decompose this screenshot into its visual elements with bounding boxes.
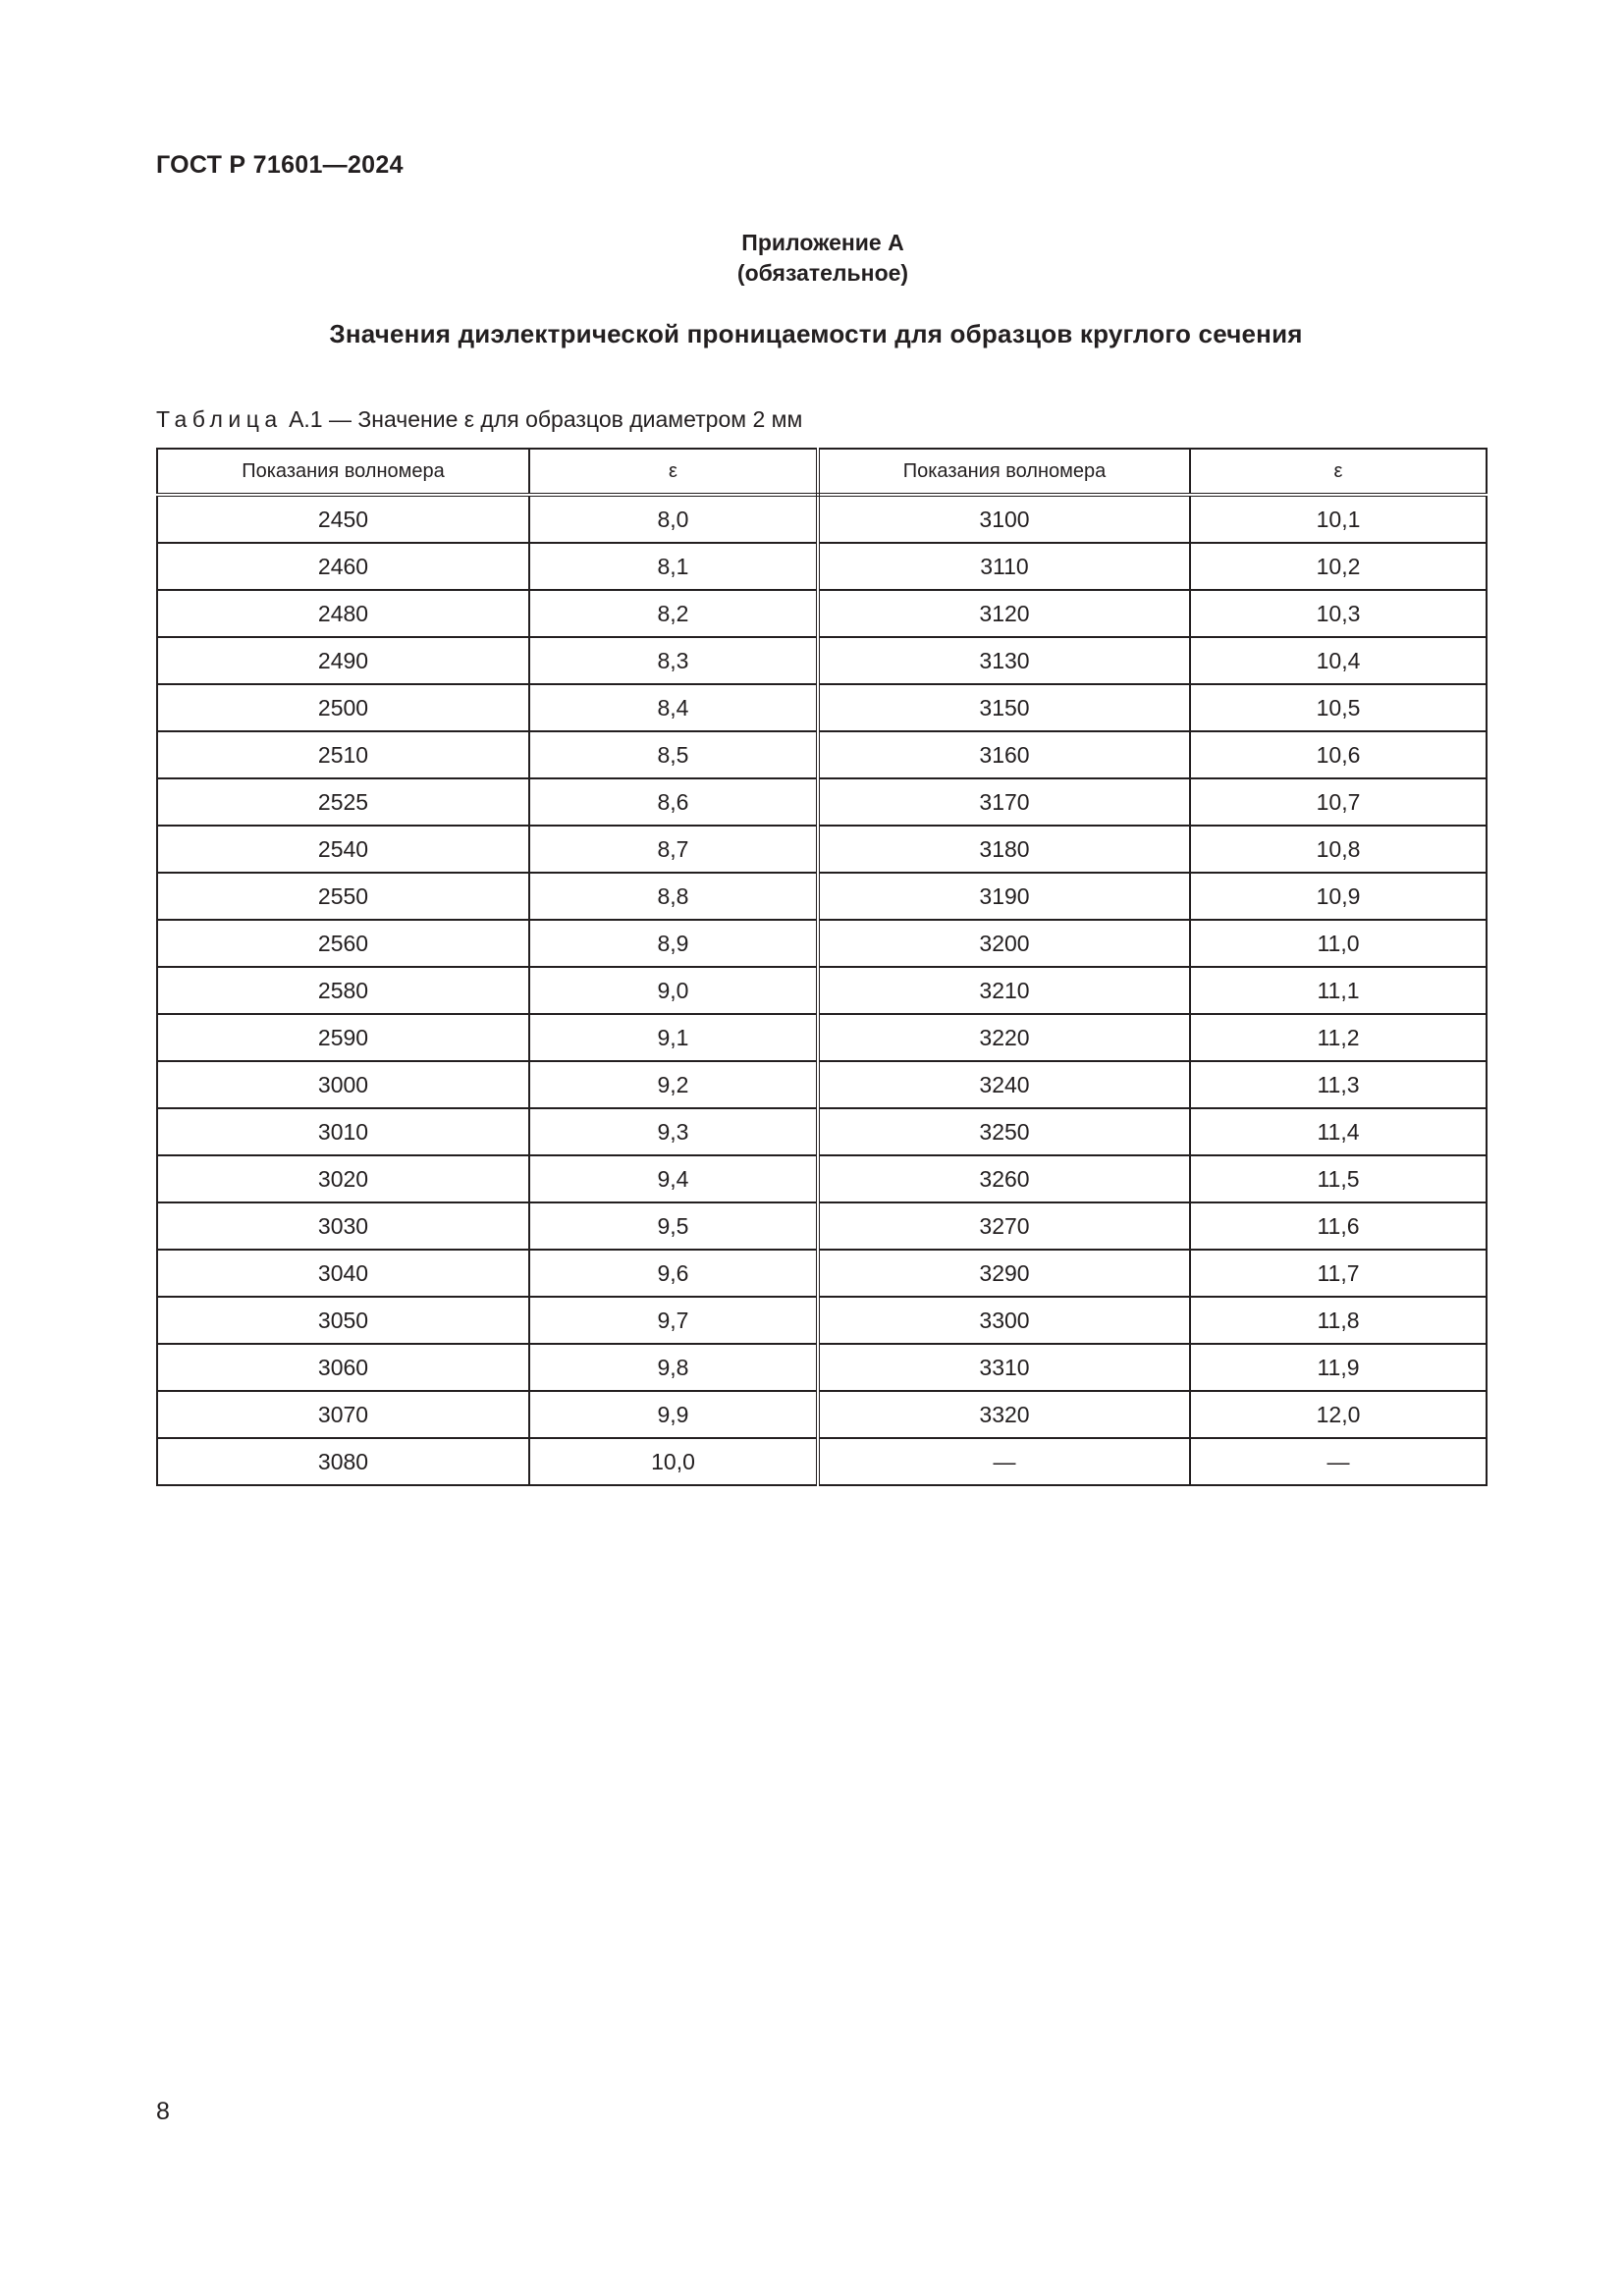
header-wavemeter-2: Показания волномера: [818, 449, 1190, 495]
table-body: [157, 495, 1487, 1485]
cell-epsilon: 11,9: [1190, 1344, 1487, 1391]
section-title: [0, 319, 1624, 349]
cell-epsilon: 10,0: [529, 1438, 818, 1485]
document-code: ГОСТ Р 71601—2024: [156, 151, 404, 179]
table-row: [157, 1250, 1487, 1297]
cell-epsilon: 11,3: [1190, 1061, 1487, 1108]
table-row: [157, 1202, 1487, 1250]
cell-epsilon: 9,3: [529, 1108, 818, 1155]
table-row: [157, 543, 1487, 590]
cell-epsilon: 10,7: [1190, 778, 1487, 826]
table-row: [157, 1297, 1487, 1344]
table-row: [157, 1391, 1487, 1438]
cell-epsilon: 9,6: [529, 1250, 818, 1297]
cell-wavemeter: 3150: [818, 684, 1190, 731]
table-row: [157, 1061, 1487, 1108]
cell-wavemeter: 3000: [157, 1061, 529, 1108]
table-row: [157, 637, 1487, 684]
cell-wavemeter: 2510: [157, 731, 529, 778]
cell-epsilon: 11,0: [1190, 920, 1487, 967]
cell-wavemeter: 3080: [157, 1438, 529, 1485]
cell-wavemeter: 2580: [157, 967, 529, 1014]
cell-epsilon: —: [1190, 1438, 1487, 1485]
cell-wavemeter: 3180: [818, 826, 1190, 873]
cell-wavemeter: 3260: [818, 1155, 1190, 1202]
cell-wavemeter: 3070: [157, 1391, 529, 1438]
cell-epsilon: 9,4: [529, 1155, 818, 1202]
cell-epsilon: 11,5: [1190, 1155, 1487, 1202]
cell-wavemeter: 3030: [157, 1202, 529, 1250]
table-row: [157, 1155, 1487, 1202]
table-row: [157, 826, 1487, 873]
cell-epsilon: 11,8: [1190, 1297, 1487, 1344]
table-row: [157, 1108, 1487, 1155]
cell-wavemeter: 3220: [818, 1014, 1190, 1061]
cell-wavemeter: 3020: [157, 1155, 529, 1202]
table-row: [157, 873, 1487, 920]
cell-epsilon: 11,6: [1190, 1202, 1487, 1250]
cell-wavemeter: 3130: [818, 637, 1190, 684]
cell-epsilon: 9,9: [529, 1391, 818, 1438]
cell-epsilon: 10,2: [1190, 543, 1487, 590]
table-row: [157, 1438, 1487, 1485]
cell-wavemeter: 3040: [157, 1250, 529, 1297]
cell-wavemeter: 3050: [157, 1297, 529, 1344]
appendix-status: (обязательное): [736, 260, 909, 286]
cell-epsilon: 9,0: [529, 967, 818, 1014]
cell-epsilon: 10,8: [1190, 826, 1487, 873]
cell-wavemeter: 3120: [818, 590, 1190, 637]
cell-epsilon: 11,1: [1190, 967, 1487, 1014]
cell-wavemeter: 2490: [157, 637, 529, 684]
cell-epsilon: 11,4: [1190, 1108, 1487, 1155]
cell-wavemeter: 3320: [818, 1391, 1190, 1438]
cell-wavemeter: 3310: [818, 1344, 1190, 1391]
cell-wavemeter: 3300: [818, 1297, 1190, 1344]
table-row: [157, 495, 1487, 543]
cell-epsilon: 10,6: [1190, 731, 1487, 778]
cell-wavemeter: 2450: [157, 495, 529, 543]
cell-epsilon: 8,1: [529, 543, 818, 590]
page-number: 8: [156, 2098, 170, 2125]
cell-epsilon: 10,4: [1190, 637, 1487, 684]
cell-epsilon: 11,7: [1190, 1250, 1487, 1297]
cell-epsilon: 8,6: [529, 778, 818, 826]
cell-wavemeter: 3170: [818, 778, 1190, 826]
table-row: [157, 778, 1487, 826]
table-caption-label: Таблица: [156, 406, 283, 432]
table-row: [157, 590, 1487, 637]
cell-wavemeter: 3160: [818, 731, 1190, 778]
table-row: [157, 684, 1487, 731]
cell-epsilon: 8,9: [529, 920, 818, 967]
cell-wavemeter: 2560: [157, 920, 529, 967]
cell-wavemeter: 3190: [818, 873, 1190, 920]
cell-epsilon: 9,7: [529, 1297, 818, 1344]
cell-epsilon: 8,4: [529, 684, 818, 731]
cell-epsilon: 8,8: [529, 873, 818, 920]
cell-wavemeter: 2525: [157, 778, 529, 826]
cell-wavemeter: 3240: [818, 1061, 1190, 1108]
cell-epsilon: 9,1: [529, 1014, 818, 1061]
cell-epsilon: 9,2: [529, 1061, 818, 1108]
values-table: [156, 448, 1488, 1486]
cell-epsilon: 8,7: [529, 826, 818, 873]
cell-epsilon: 8,3: [529, 637, 818, 684]
header-wavemeter-1: Показания волномера: [157, 449, 529, 495]
cell-wavemeter: 3250: [818, 1108, 1190, 1155]
cell-epsilon: 11,2: [1190, 1014, 1487, 1061]
cell-wavemeter: 3110: [818, 543, 1190, 590]
cell-wavemeter: 3100: [818, 495, 1190, 543]
table-row: [157, 1014, 1487, 1061]
header-epsilon-1: ε: [529, 449, 818, 495]
cell-epsilon: 12,0: [1190, 1391, 1487, 1438]
table-row: [157, 1344, 1487, 1391]
table-header-row: [157, 449, 1487, 495]
cell-epsilon: 9,8: [529, 1344, 818, 1391]
cell-wavemeter: 3010: [157, 1108, 529, 1155]
cell-epsilon: 8,2: [529, 590, 818, 637]
cell-epsilon: 10,5: [1190, 684, 1487, 731]
table-row: [157, 920, 1487, 967]
cell-epsilon: 8,0: [529, 495, 818, 543]
cell-epsilon: 10,1: [1190, 495, 1487, 543]
cell-wavemeter: —: [818, 1438, 1190, 1485]
cell-wavemeter: 3290: [818, 1250, 1190, 1297]
cell-wavemeter: 2480: [157, 590, 529, 637]
section-title-text: Значения диэлектрической проницаемости для образцов круглого сечения: [329, 319, 1303, 348]
cell-wavemeter: 3270: [818, 1202, 1190, 1250]
appendix-heading: [0, 228, 1624, 289]
cell-wavemeter: 2460: [157, 543, 529, 590]
cell-wavemeter: 2590: [157, 1014, 529, 1061]
cell-wavemeter: 3060: [157, 1344, 529, 1391]
cell-epsilon: 9,5: [529, 1202, 818, 1250]
cell-wavemeter: 2500: [157, 684, 529, 731]
header-epsilon-2: ε: [1190, 449, 1487, 495]
table-caption: [156, 406, 802, 433]
appendix-title: Приложение А: [741, 230, 904, 255]
cell-wavemeter: 2550: [157, 873, 529, 920]
table-row: [157, 731, 1487, 778]
cell-epsilon: 10,9: [1190, 873, 1487, 920]
table-caption-text: А.1 — Значение ε для образцов диаметром 2 мм: [289, 406, 803, 432]
cell-epsilon: 10,3: [1190, 590, 1487, 637]
cell-wavemeter: 3210: [818, 967, 1190, 1014]
cell-epsilon: 8,5: [529, 731, 818, 778]
table-row: [157, 967, 1487, 1014]
cell-wavemeter: 2540: [157, 826, 529, 873]
cell-wavemeter: 3200: [818, 920, 1190, 967]
